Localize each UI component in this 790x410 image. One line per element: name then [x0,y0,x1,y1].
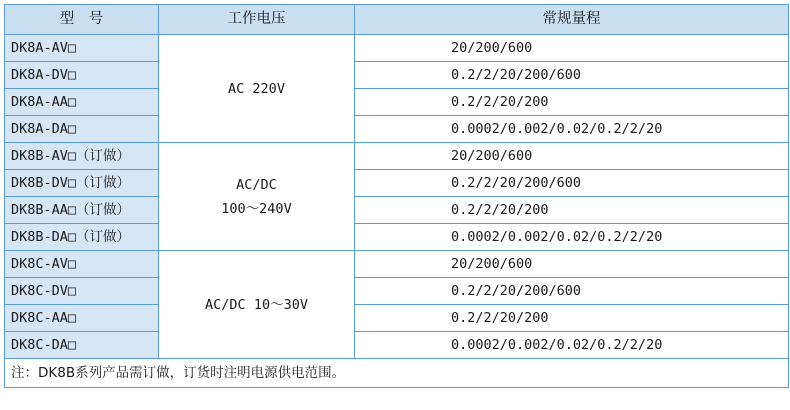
table-row [5,224,789,251]
range-cell: 0.2/2/20/200 [355,197,789,224]
voltage-line: 100～240V [221,200,292,217]
table-row [5,332,789,359]
table-row [5,251,789,278]
table-row [5,197,789,224]
model-cell: DK8C-DA□ [5,332,159,359]
range-cell: 0.2/2/20/200 [355,305,789,332]
voltage-line: AC/DC [236,176,277,193]
range-cell: 0.2/2/20/200 [355,89,789,116]
spec-table-container [4,4,788,388]
spec-table [4,4,789,388]
voltage-line: AC/DC 10～30V [205,296,308,313]
range-cell: 20/200/600 [355,35,789,62]
range-cell: 0.2/2/20/200/600 [355,62,789,89]
table-body [5,35,789,359]
header-model: 型 号 [5,5,159,35]
voltage-cell [159,251,355,359]
model-cell: DK8A-AA□ [5,89,159,116]
voltage-line: AC 220V [228,80,285,97]
table-row [5,116,789,143]
model-cell: DK8A-DV□ [5,62,159,89]
model-cell: DK8B-AV□（订做） [5,143,159,170]
model-cell: DK8A-DA□ [5,116,159,143]
model-cell: DK8C-DV□ [5,278,159,305]
range-cell: 0.2/2/20/200/600 [355,278,789,305]
table-row [5,143,789,170]
range-cell: 20/200/600 [355,143,789,170]
note-row [5,359,789,388]
range-cell: 0.2/2/20/200/600 [355,170,789,197]
range-cell: 0.0002/0.002/0.02/0.2/2/20 [355,116,789,143]
model-cell: DK8C-AV□ [5,251,159,278]
table-row [5,278,789,305]
model-cell: DK8B-DV□（订做） [5,170,159,197]
model-cell: DK8C-AA□ [5,305,159,332]
table-row [5,89,789,116]
range-cell: 0.0002/0.002/0.02/0.2/2/20 [355,224,789,251]
header-row [5,5,789,35]
range-cell: 20/200/600 [355,251,789,278]
note-text: 注：DK8B系列产品需订做，订货时注明电源供电范围。 [5,359,789,388]
model-cell: DK8A-AV□ [5,35,159,62]
table-row [5,170,789,197]
header-voltage: 工作电压 [159,5,355,35]
table-row [5,305,789,332]
voltage-cell [159,143,355,251]
header-range: 常规量程 [355,5,789,35]
table-row [5,35,789,62]
range-cell: 0.0002/0.002/0.02/0.2/2/20 [355,332,789,359]
model-cell: DK8B-AA□（订做） [5,197,159,224]
table-row [5,62,789,89]
model-cell: DK8B-DA□（订做） [5,224,159,251]
voltage-cell [159,35,355,143]
